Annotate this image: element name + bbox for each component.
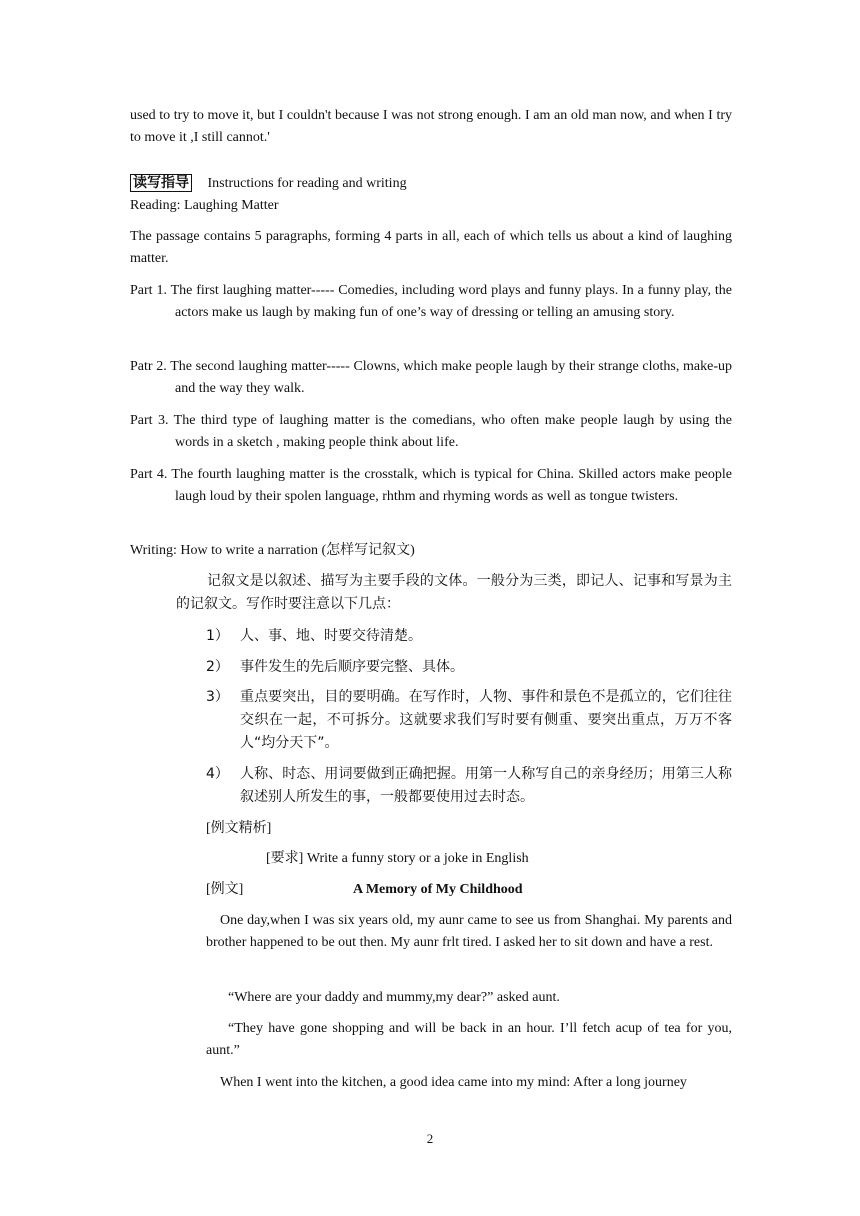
part-label: Patr 2. <box>130 359 167 374</box>
point-text: 人称、时态、用词要做到正确把握。用第一人称写自己的亲身经历；用第三人称叙述别人所发生的事，一般都要使用过去时态。 <box>240 766 732 805</box>
part-text: The fourth laughing matter is the crosstalk, which is typical for China. Skilled actors make people laugh loud by their spolen language, rhthm and rhyming words as well as tongue twisters. <box>171 467 732 504</box>
reading-part-4 <box>130 464 732 508</box>
requirement-line: [要求] Write a funny story or a joke in English <box>266 851 529 866</box>
example-title: A Memory of My Childhood <box>353 882 523 897</box>
page-number: 2 <box>426 1131 434 1146</box>
point-text: 人、事、地、时要交待清楚。 <box>240 628 422 644</box>
point-text: 重点要突出，目的要明确。在写作时，人物、事件和景色不是孤立的，它们往往交织在一起，不可拆分。这就要求我们写时要有侧重、要突出重点，万万不客人“均分天下”。 <box>240 689 732 751</box>
story-paragraph-2: “Where are your daddy and mummy,my dear?” asked aunt. <box>228 990 560 1005</box>
example-header <box>206 879 732 901</box>
story-paragraph-4: When I went into the kitchen, a good idea came into my mind: After a long journey <box>220 1075 687 1090</box>
point-text: 事件发生的先后顺序要完整、具体。 <box>240 659 464 675</box>
point-number: 4） <box>206 766 229 782</box>
continued-paragraph: used to try to move it, but I couldn't because I was not strong enough. I am an old man now, and when I try to move it ,I still cannot.' <box>130 108 732 145</box>
writing-heading: Writing: How to write a narration (怎样写记叙文) <box>130 543 415 558</box>
example-analysis-label: [例文精析] <box>206 821 272 836</box>
story-paragraph-3: “They have gone shopping and will be back in an hour. I’ll fetch acup of tea for you, aunt.” <box>206 1021 732 1058</box>
section-heading <box>130 172 732 195</box>
writing-intro: 记叙文是以叙述、描写为主要手段的文体。一般分为三类，即记人、记事和写景为主的记叙文。写作时要注意以下几点： <box>176 573 732 612</box>
point-number: 1） <box>206 628 229 644</box>
part-text: The second laughing matter----- Clowns, which make people laugh by their strange cloths, make-up and the way they walk. <box>170 359 732 396</box>
writing-point-3 <box>206 686 732 755</box>
section-title: Instructions for reading and writing <box>207 176 407 191</box>
reading-heading: Reading: Laughing Matter <box>130 198 279 213</box>
reading-part-1 <box>130 280 732 324</box>
part-label: Part 1. <box>130 283 167 298</box>
writing-point-4 <box>206 763 732 809</box>
section-box-label: 读写指导 <box>130 174 192 192</box>
point-number: 2） <box>206 659 229 675</box>
part-label: Part 3. <box>130 413 169 428</box>
point-number: 3） <box>206 689 229 705</box>
part-text: The third type of laughing matter is the comedians, who often make people laugh by using the words in a sketch , making people think about life. <box>173 413 732 450</box>
story-paragraph-1: One day,when I was six years old, my aunr came to see us from Shanghai. My parents and brother happened to be out then. My aunr frlt tired. I asked her to sit down and have a rest. <box>206 913 732 950</box>
writing-point-2 <box>206 656 732 678</box>
example-label: [例文] <box>206 882 244 897</box>
reading-part-2 <box>130 356 732 400</box>
reading-intro: The passage contains 5 paragraphs, forming 4 parts in all, each of which tells us about a kind of laughing matter. <box>130 229 732 266</box>
part-text: The first laughing matter----- Comedies, including word plays and funny plays. In a funny play, the actors make us laugh by making fun of one’s way of dressing or telling an amusing story. <box>170 283 732 320</box>
part-label: Part 4. <box>130 467 168 482</box>
writing-point-1 <box>206 625 732 647</box>
reading-part-3 <box>130 410 732 454</box>
